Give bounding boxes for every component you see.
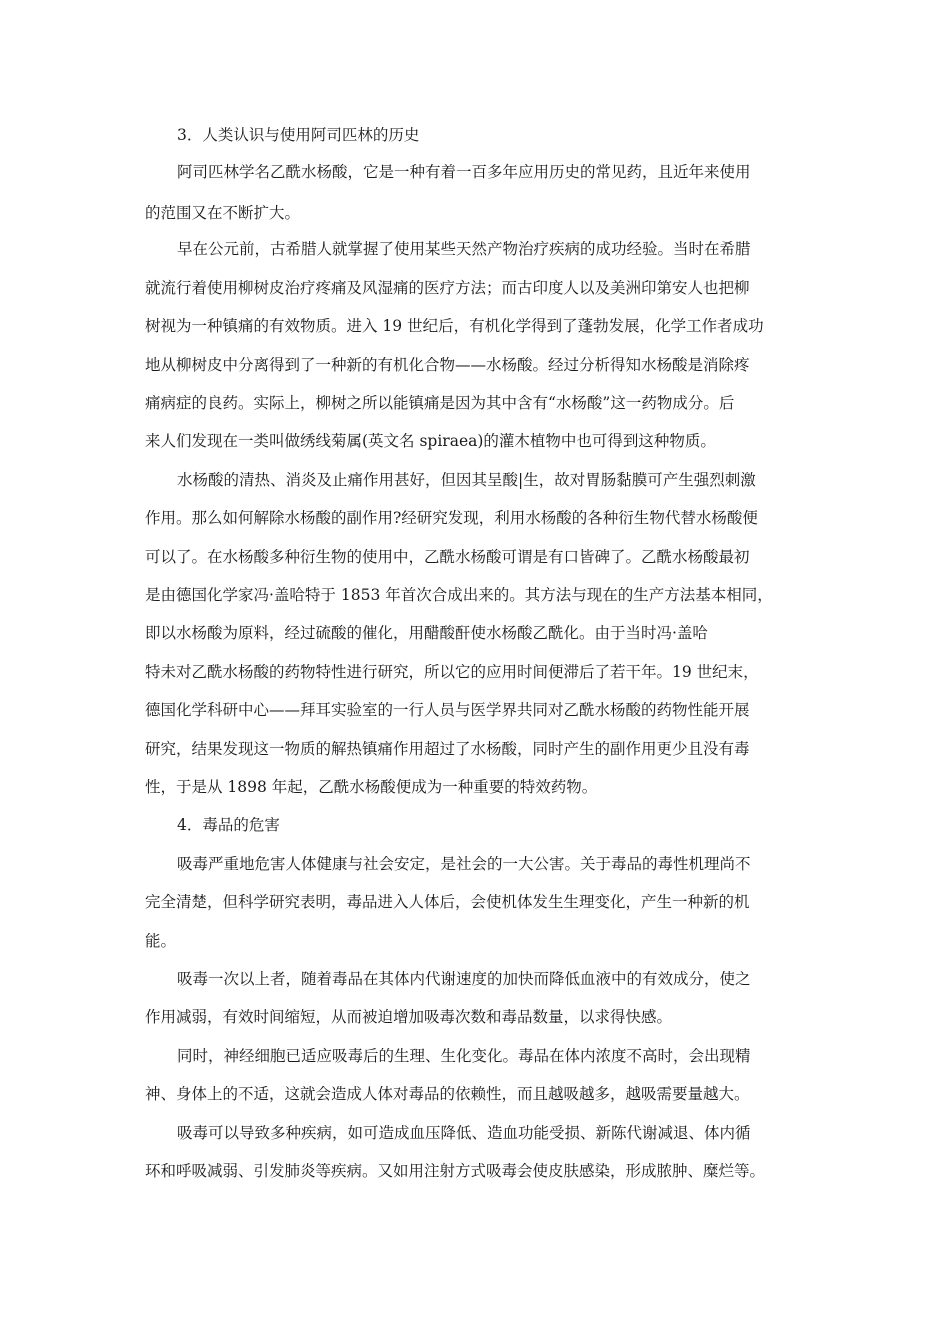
paragraph-line: 痛病症的良药。实际上，柳树之所以能镇痛是因为其中含有“水杨酸”这一药物成分。后 [145, 394, 735, 412]
paragraph-line: 是由德国化学家冯·盖哈特于 1853 年首次合成出来的。其方法与现在的生产方法基本相同， [145, 586, 773, 604]
paragraph-line: 神、身体上的不适，这就会造成人体对毒品的依赖性，而且越吸越多，越吸需要量越大。 [145, 1085, 750, 1103]
paragraph-line: 吸毒一次以上者，随着毒品在其体内代谢速度的加快而降低血液中的有效成分，使之 [177, 970, 751, 988]
paragraph-line: 研究，结果发现这一物质的解热镇痛作用超过了水杨酸，同时产生的副作用更少且没有毒 [145, 740, 750, 758]
paragraph-line: 吸毒严重地危害人体健康与社会安定，是社会的一大公害。关于毒品的毒性机理尚不 [177, 855, 751, 873]
paragraph-line: 就流行着使用柳树皮治疗疼痛及风湿痛的医疗方法；而古印度人以及美洲印第安人也把柳 [145, 279, 750, 297]
paragraph-line: 能。 [145, 932, 177, 950]
paragraph-line: 的范围又在不断扩大。 [145, 204, 301, 222]
paragraph-line: 环和呼吸减弱、引发肺炎等疾病。又如用注射方式吸毒会使皮肤感染，形成脓肿、糜烂等。 [145, 1162, 766, 1180]
paragraph-line: 水杨酸的清热、消炎及止痛作用甚好，但因其呈酸|生，故对胃肠黏膜可产生强烈刺激 [177, 471, 756, 489]
paragraph-line: 阿司匹林学名乙酰水杨酸，它是一种有着一百多年应用历史的常见药，且近年来使用 [177, 163, 751, 181]
paragraph-line: 即以水杨酸为原料，经过硫酸的催化，用醋酸酐使水杨酸乙酰化。由于当时冯·盖哈 [145, 624, 708, 642]
paragraph-line: 来人们发现在一类叫做绣线菊属(英文名 spiraea)的灌木植物中也可得到这种物质。 [145, 432, 716, 450]
paragraph-line: 作用。那么如何解除水杨酸的副作用?经研究发现，利用水杨酸的各种衍生物代替水杨酸便 [145, 509, 758, 527]
paragraph-line: 早在公元前，古希腊人就掌握了使用某些天然产物治疗疾病的成功经验。当时在希腊 [177, 240, 751, 258]
section-3-heading: 3．人类认识与使用阿司匹林的历史 [177, 126, 420, 144]
paragraph-line: 特未对乙酰水杨酸的药物特性进行研究，所以它的应用时间便滞后了若干年。19 世纪末， [145, 663, 759, 681]
paragraph-line: 可以了。在水杨酸多种衍生物的使用中，乙酰水杨酸可谓是有口皆碑了。乙酰水杨酸最初 [145, 548, 750, 566]
paragraph-line: 同时，神经细胞已适应吸毒后的生理、生化变化。毒品在体内浓度不高时，会出现精 [177, 1047, 751, 1065]
paragraph-line: 性，于是从 1898 年起，乙酰水杨酸便成为一种重要的特效药物。 [145, 778, 598, 796]
section-4-heading: 4．毒品的危害 [177, 816, 280, 834]
paragraph-line: 吸毒可以导致多种疾病，如可造成血压降低、造血功能受损、新陈代谢减退、体内循 [177, 1124, 751, 1142]
paragraph-line: 完全清楚，但科学研究表明，毒品进入人体后，会使机体发生生理变化，产生一种新的机 [145, 893, 750, 911]
paragraph-line: 地从柳树皮中分离得到了一种新的有机化合物——水杨酸。经过分析得知水杨酸是消除疼 [145, 356, 750, 374]
paragraph-line: 作用减弱，有效时间缩短，从而被迫增加吸毒次数和毒品数量，以求得快感。 [145, 1008, 673, 1026]
paragraph-line: 树视为一种镇痛的有效物质。进入 19 世纪后，有机化学得到了蓬勃发展，化学工作者成功 [145, 317, 764, 335]
paragraph-line: 德国化学科研中心——拜耳实验室的一行人员与医学界共同对乙酰水杨酸的药物性能开展 [145, 701, 750, 719]
